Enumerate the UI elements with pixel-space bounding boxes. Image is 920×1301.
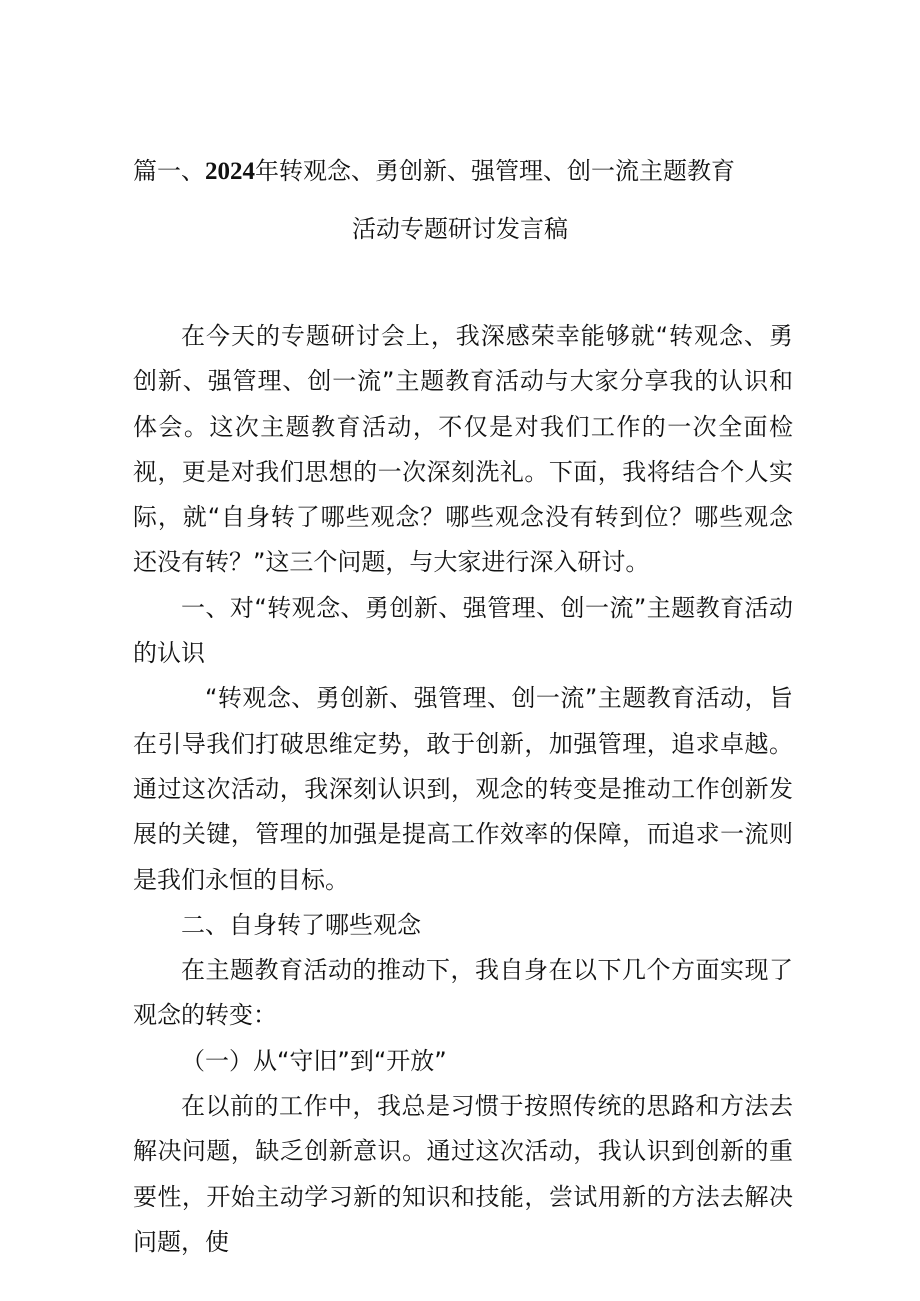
intro-paragraph: 在今天的专题研讨会上，我深感荣幸能够就“转观念、勇创新、强管理、创一流”主题教育活动与大家分享我的认识和体会。这次主题教育活动，不仅是对我们工作的一次全面检视，更是对我们思想的一次深刻洗礼。下面，我将结合个人实际，就“自身转了哪些观念？哪些观念没有转到位？哪些观念还没有转？”这三个问题，与大家进行深入研讨。	[133, 322, 793, 577]
title-prefix: 篇一、	[133, 157, 205, 185]
title-year: 2024	[205, 158, 255, 185]
transition-paragraph: 在主题教育活动的推动下，我自身在以下几个方面实现了观念的转变：	[133, 956, 793, 1030]
title-line-2: 活动专题研讨发言稿	[352, 215, 568, 243]
detail-paragraph-1: 在以前的工作中，我总是习惯于按照传统的思路和方法去解决问题，缺乏创新意识。通过这次活动，我认识到创新的重要性，开始主动学习新的知识和技能，尝试用新的方法去解决问题，使	[133, 1092, 793, 1256]
title-line-1	[133, 154, 833, 189]
subheading-1: （一）从“守旧”到“开放”	[181, 1046, 447, 1075]
section-heading-2: 二、自身转了哪些观念	[181, 910, 421, 939]
document-body	[133, 314, 793, 1265]
understanding-paragraph: “转观念、勇创新、强管理、创一流”主题教育活动，旨在引导我们打破思维定势，敢于创新，加强管理，追求卓越。通过这次活动，我深刻认识到，观念的转变是推动工作创新发展的关键，管理的加强是提高工作效率的保障，而追求一流则是我们永恒的目标。	[133, 684, 793, 894]
title-line1-rest: 年转观念、勇创新、强管理、创一流主题教育	[255, 157, 735, 185]
section-heading-1: 一、对“转观念、勇创新、强管理、创一流”主题教育活动的认识	[133, 593, 793, 668]
